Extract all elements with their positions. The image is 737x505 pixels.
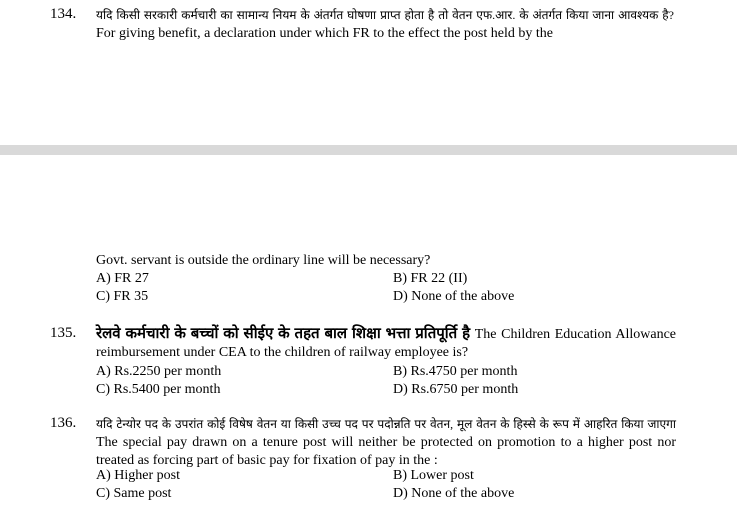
question-hindi-text: रेलवे कर्मचारी के बच्चों को सीईए के तहत बाल शिक्षा भत्ता प्रतिपूर्ति है [96,326,471,342]
option-b: B) FR 22 (II) [393,271,468,286]
option-a: A) FR 27 [96,271,149,286]
page-break-divider [0,145,737,155]
option-b: B) Lower post [393,468,474,483]
question-text [96,415,676,470]
option-d: D) Rs.6750 per month [393,382,519,397]
question-english-text: The Children Education Allowance reimbursement under CEA to the children of railway employee is? [96,327,676,360]
option-d: D) None of the above [393,289,515,304]
question-hindi-text: यदि टेन्योर पद के उपरांत कोई विषेष वेतन या किसी उच्च पद पर पदोन्नति पर वेतन, मूल वेतन के हिस्से के रूप में आहरित किया जाएगा [96,417,676,431]
option-a: A) Higher post [96,468,180,483]
option-a: A) Rs.2250 per month [96,364,222,379]
option-d: D) None of the above [393,486,515,501]
option-c: C) FR 35 [96,289,149,304]
option-b: B) Rs.4750 per month [393,364,518,379]
question-english-text: For giving benefit, a declaration under which FR to the effect the post held by the [96,26,553,41]
option-c: C) Rs.5400 per month [96,382,221,397]
question-number: 134. [50,6,77,22]
question-english-text: The special pay drawn on a tenure post will neither be protected on promotion to a higher post nor treated as forcing part of basic pay for fixation of pay in the : [96,435,676,468]
option-c: C) Same post [96,486,172,501]
question-number: 135. [50,325,77,341]
question-text [96,6,674,43]
question-continuation-text: Govt. servant is outside the ordinary line will be necessary? [96,253,431,268]
question-hindi-text: यदि किसी सरकारी कर्मचारी का सामान्य नियम के अंतर्गत घोषणा प्राप्त होता है तो वेतन एफ.आर. के अंतर्गत किया जाना आवश्यक है? [96,8,674,22]
question-text [96,325,676,362]
question-number: 136. [50,415,77,431]
